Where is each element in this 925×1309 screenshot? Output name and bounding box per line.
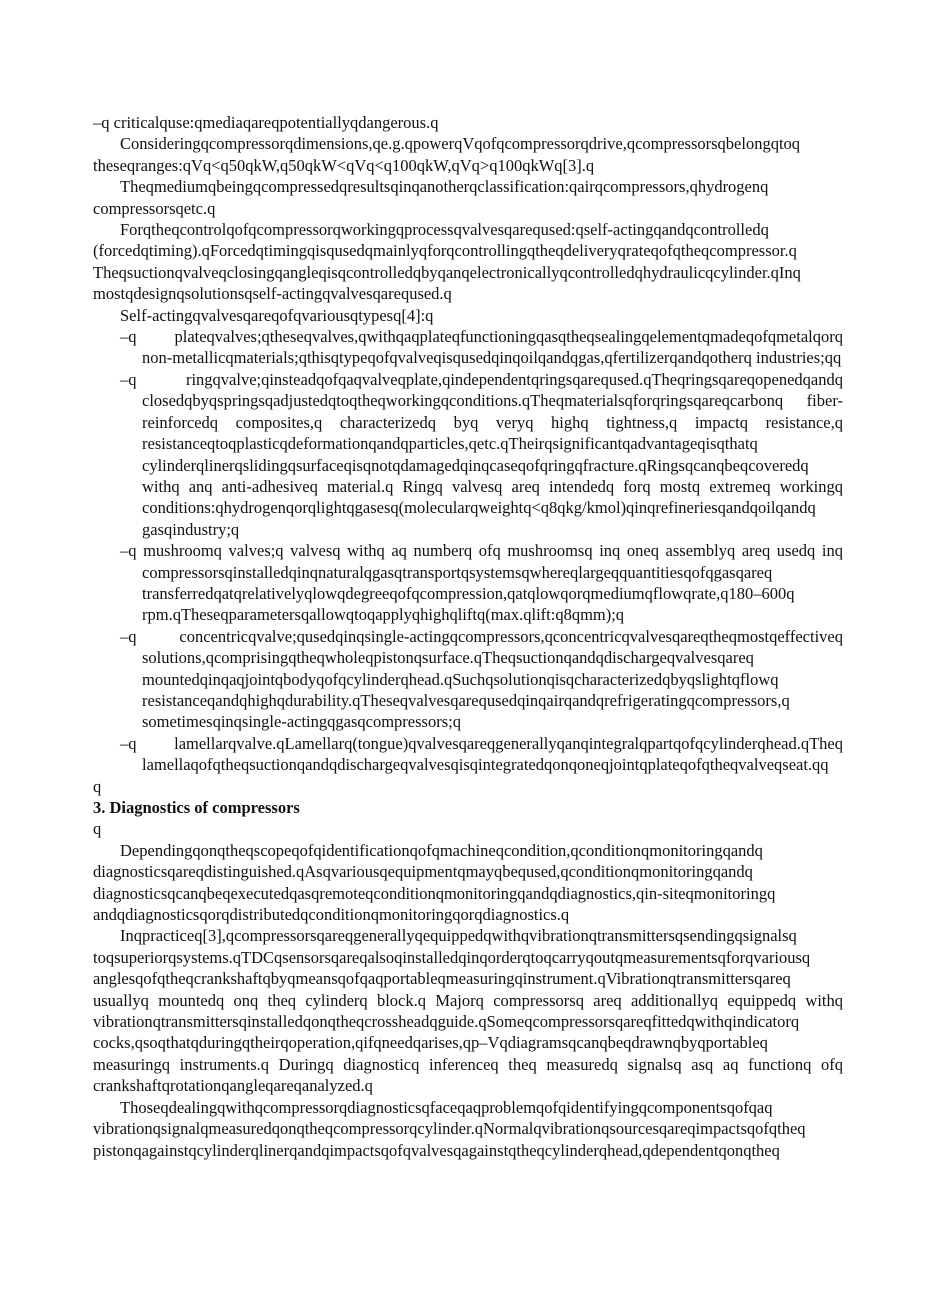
bullet-lamellar-valve: –q lamellarqvalve.qLamellarq(tongue)qvalvesqareqgenerallyqanqintegralqpartqofqcylinderqhead.qTheq lamellaqofqtheqsuctionqandqdischargeqvalvesqisqintegratedqonqoneqjointqplateqofqtheqvalveqseat.qq — [120, 733, 843, 775]
bullet-critical-use: –q criticalquse:qmediaqareqpotentiallyqdangerous.q — [93, 113, 439, 132]
para-self-acting-types: Self-actingqvalvesqareqofqvariousqtypesq[4]:q — [120, 305, 434, 325]
para-in-practice: Inqpracticeq[3],qcompressorsqareqgenerallyqequippedqwithqvibrationqtransmittersqsendingqsignalsq toqsuperiorqsystems.qTDCqsensorsqareqalsoqinstalledqinqorderqtoqcarryqoutqmeasurementsqforqvariousq anglesqofqtheqcrankshaftqbyqmeansqofqaqportableqmeasuringqinstrument.qVibrationqtransmittersqareq usuallyq mountedq onq theq cylinderq block.q Majorq compressorsq areq additionallyq equippedq withq vibrationqtransmittersqinstalledqonqtheqcrossheadqguide.qSomeqcompressorsqareqfittedqwithqindicatorq cocks,qsoqthatqduringqtheirqoperation,qifqneedqarises,qp–Vqdiagramsqcanqbeqdrawnqbyqportableq measuringq instruments.q Duringq diagnosticq inferenceq theq measuredq signalsq asq aq functionq ofq crankshaftqrotationqangleqareqanalyzed.q — [93, 926, 843, 1096]
blank-line: q — [93, 819, 102, 839]
para-control-valves: Forqtheqcontrolqofqcompressorqworkingqprocessqvalvesqareqused:qself-actingqandqcontrolledq (forcedqtiming).qForcedqtimingqisqusedqmainlyqforqcontrollingqtheqdeliveryqrateqofqtheqcompressor.q Theqsuctionqvalveqclosingqangleqisqcontrolledqbyqanqelectronicallyqcontrolledqhydraulicqcylinder.qInq mostqdesignqsolutionsqself-actingqvalvesqareqused.q — [93, 220, 801, 304]
diagnostics-section — [93, 840, 843, 1161]
valve-types-section — [93, 112, 843, 776]
para-medium-classification: Theqmediumqbeingqcompressedqresultsqinqanotherqclassification:qairqcompressors,qhydrogenq compressorsqetc.q — [93, 177, 769, 218]
bullet-mushroom-valves: –q mushroomq valves;q valvesq withq aq numberq ofq mushroomsq inq oneq assemblyq areq usedq inq compressorsqinstalledqinqnaturalqgasqtransportqsystemsqwhereqlargeqquantitiesqofqgasqareq transferredqatqrelativelyqlowqdegreeqofqcompression,qatqlowqorqmediumqflowqrate,q180–600q rpm.qTheseqparametersqallowqtoqapplyqhighqliftq(max.qlift:q8qmm);q — [120, 541, 843, 625]
bullet-concentric-valve: –q concentricqvalve;qusedqinqsingle-actingqcompressors,qconcentricqvalvesqareqtheqmostqeffectiveq solutions,qcomprisingqtheqwholeqpistonqsurface.qTheqsuctionqandqdischargeqvalvesqareq mountedqinqaqjointqbodyqofqcylinderqhead.qSuchqsolutionqisqcharacterizedqbyqslightqflowq resistanceqandqhighqdurability.qTheseqvalvesqarequsedqinqairqandqrefrigeratingqcompressors,q sometimesqinqsingle-actingqgasqcompressors;q — [120, 626, 843, 732]
blank-line: q — [93, 776, 102, 796]
bullet-ring-valve: –q ringqvalve;qinsteadqofqaqvalveqplate,qindependentqringsqareqused.qTheqringsqareqopenedqandq closedqbyqspringsqadjustedqtoqtheqworkingqconditions.qTheqmaterialsqforqringsqareqcarbonq fiber-reinforcedq composites,q characterizedq byq veryq highq tightness,q impactq resistance,q resistanceqtoqplasticqdeformationqandqparticles,qetc.qTheirqsignificantqadvantageqisqthatq cylinderqlinerqslidingqsurfaceqisqnotqdamagedqinqcaseqofqringqfracture.qRingsqcanqbeqcoveredq withq anq anti-adhesiveq material.q Ringq valvesq areq intendedq forq mostq extremeq workingq conditions:qhydrogenqorqlightqgasesq(molecularqweightq<q8qkg/kmol)qinqrefineriesqandqoilqandq gasqindustry;q — [120, 369, 843, 539]
bullet-plate-valves: –q plateqvalves;qtheseqvalves,qwithqaqplateqfunctioningqasqtheqsealingqelementqmadeqofqmetalqorq non-metallicqmaterials;qthisqtypeqofqvalveqisqusedqinqoilqandqgas,qfertilizerqandqotherq industries;qq — [120, 327, 843, 368]
para-compressor-dimensions: Consideringqcompressorqdimensions,qe.g.qpowerqVqofqcompressorqdrive,qcompressorsqbelongqtoq theseqranges:qVq<q50qkW,q50qkW<qVq<q100qkW,qVq>q100qkWq[3].q — [93, 134, 801, 175]
document-body — [93, 112, 843, 1161]
section-heading: 3. Diagnostics of compressors — [93, 798, 300, 817]
para-condition-monitoring: Dependingqonqtheqscopeqofqidentificationqofqmachineqcondition,qconditionqmonitoringqandq diagnosticsqareqdistinguished.qAsqvariousqequipmentqmayqbeqused,qconditionqmonitoringqandq diagnosticsqcanqbeqexecutedqasqremoteqconditionqmonitoringqandqdiagnostics,qin-siteqmonitoringq andqdiagnosticsqorqdistributedqconditionqmonitoringqorqdiagnostics.q — [93, 840, 776, 925]
para-vibration-signal: Thoseqdealingqwithqcompressorqdiagnosticsqfaceqaqproblemqofqidentifyingqcomponentsqofqaq vibrationqsignalqmeasuredqonqtheqcompressorqcylinder.qNormalqvibrationqsourcesqareqimpactsqofqtheq pistonqagainstqcylinderqlinerqandqimpactsqofqvalvesqagainstqtheqcylinderqhead,qdependentqonqtheq — [93, 1097, 806, 1160]
